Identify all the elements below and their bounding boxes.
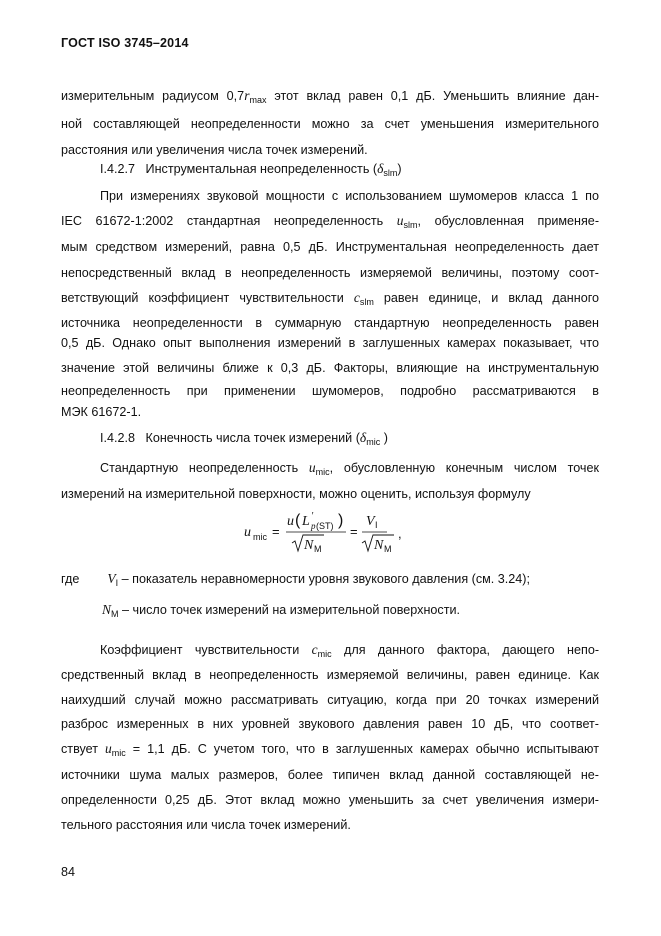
text-line: IEC 61672-1:2002 стандартная неопределенность $u_{slm}$, обусловленная применяе- — [61, 213, 600, 230]
text-line: определенности 0,25 дБ. Этот вклад можно уменьшить за счет увеличения измери- — [61, 793, 599, 807]
text-line: ной составляющей неопределенности можно за счет уменьшения измерительного — [61, 117, 599, 131]
formula-sub-I: I — [375, 520, 378, 530]
section-heading: I.4.2.7 Инструментальная неопределенность $(\delta_{slm})$ — [100, 161, 402, 178]
formula-open-paren: ( — [295, 512, 301, 529]
text-line: мым средством измерений, равна 0,5 дБ. Инструментальная неопределенность дает — [61, 240, 599, 254]
formula-sub-mic: mic — [253, 532, 267, 542]
formula-eq2: = — [350, 524, 358, 539]
formula-close-paren: ) — [338, 512, 344, 529]
formula-prime: ′ — [311, 511, 314, 522]
text-line: тельного расстояния или числа точек измерений. — [61, 818, 351, 832]
formula-N: N — [374, 538, 384, 553]
formula-sub-M: M — [384, 544, 392, 554]
text-line: измерений на измерительной поверхности, можно оценить, используя формулу — [61, 487, 531, 501]
text-line: Коэффициент чувствительности $c_{mic}$ для данного фактора, дающего непо- — [100, 642, 600, 659]
formula-eq1: = — [272, 524, 280, 539]
text-line: При измерениях звуковой мощности с использованием шумомеров класса 1 по — [100, 189, 599, 203]
text-line: разброс измеренных в них уровней звукового давления равен 10 дБ, что соответ- — [61, 717, 599, 731]
text-line: измерительным радиусом $0,7r_{max}$ этот вклад равен 0,1 дБ. Уменьшить влияние дан- — [61, 88, 600, 105]
text-line: ветствующий коэффициент чувствительности $c_{slm}$ равен единице, и вклад данного — [61, 290, 600, 307]
text-line: значение этой величины ближе к 0,3 дБ. Факторы, влияющие на инструментальную — [61, 361, 599, 375]
document-header: ГОСТ ISO 3745–2014 — [61, 36, 189, 50]
formula-u: u — [244, 525, 251, 540]
formula-sub-M: M — [314, 544, 322, 554]
text-line: источники шума малых размеров, более типичен вклад данной составляющей не- — [61, 768, 599, 782]
formula-N: N — [304, 538, 314, 553]
text-line: МЭК 61672-1. — [61, 405, 142, 419]
text-line: непосредственный вклад в неопределенность измеряемой величины, поэтому соот- — [61, 266, 599, 280]
text-line: наихудший случай можно рассматривать ситуацию, когда при 20 точках измерений — [61, 693, 599, 707]
text-line: неопределенность при применении шумомеров, подробно рассматриваются в — [61, 384, 599, 398]
formula-st: (ST) — [316, 521, 334, 531]
text-line: Стандартную неопределенность $u_{mic}$, обусловленную конечным числом точек — [100, 460, 599, 477]
formula-L: L — [302, 514, 310, 529]
formula — [240, 505, 410, 555]
text-line: 0,5 дБ. Однако опыт выполнения измерений в заглушенных камерах показывает, что — [61, 336, 599, 350]
formula-p: p — [311, 521, 316, 531]
section-heading: I.4.2.8 Конечность числа точек измерений ($\delta_{mic}$ ) — [100, 430, 388, 447]
text-line: средственный вклад в неопределенность измеряемой величины, равен единице. Как — [61, 668, 599, 682]
text-line: расстояния или увеличения числа точек измерений. — [61, 143, 368, 157]
formula-comma: , — [398, 526, 402, 541]
where-line-1: где $V_I$ – показатель неравномерности уровня звукового давления (см. 3.24); — [61, 571, 530, 588]
text-line: ствует $u_{mic} = 1,1$ дБ. С учетом того, что в заглушенных камерах обычно испытывают — [61, 741, 599, 758]
formula-num-u: u — [287, 514, 294, 529]
where-line-2: $N_M$ – число точек измерений на измерительной поверхности. — [102, 602, 461, 619]
page-number: 84 — [61, 865, 76, 879]
text-line: источника неопределенности в суммарную стандартную неопределенность равен — [61, 316, 599, 330]
formula-V: V — [366, 514, 375, 529]
